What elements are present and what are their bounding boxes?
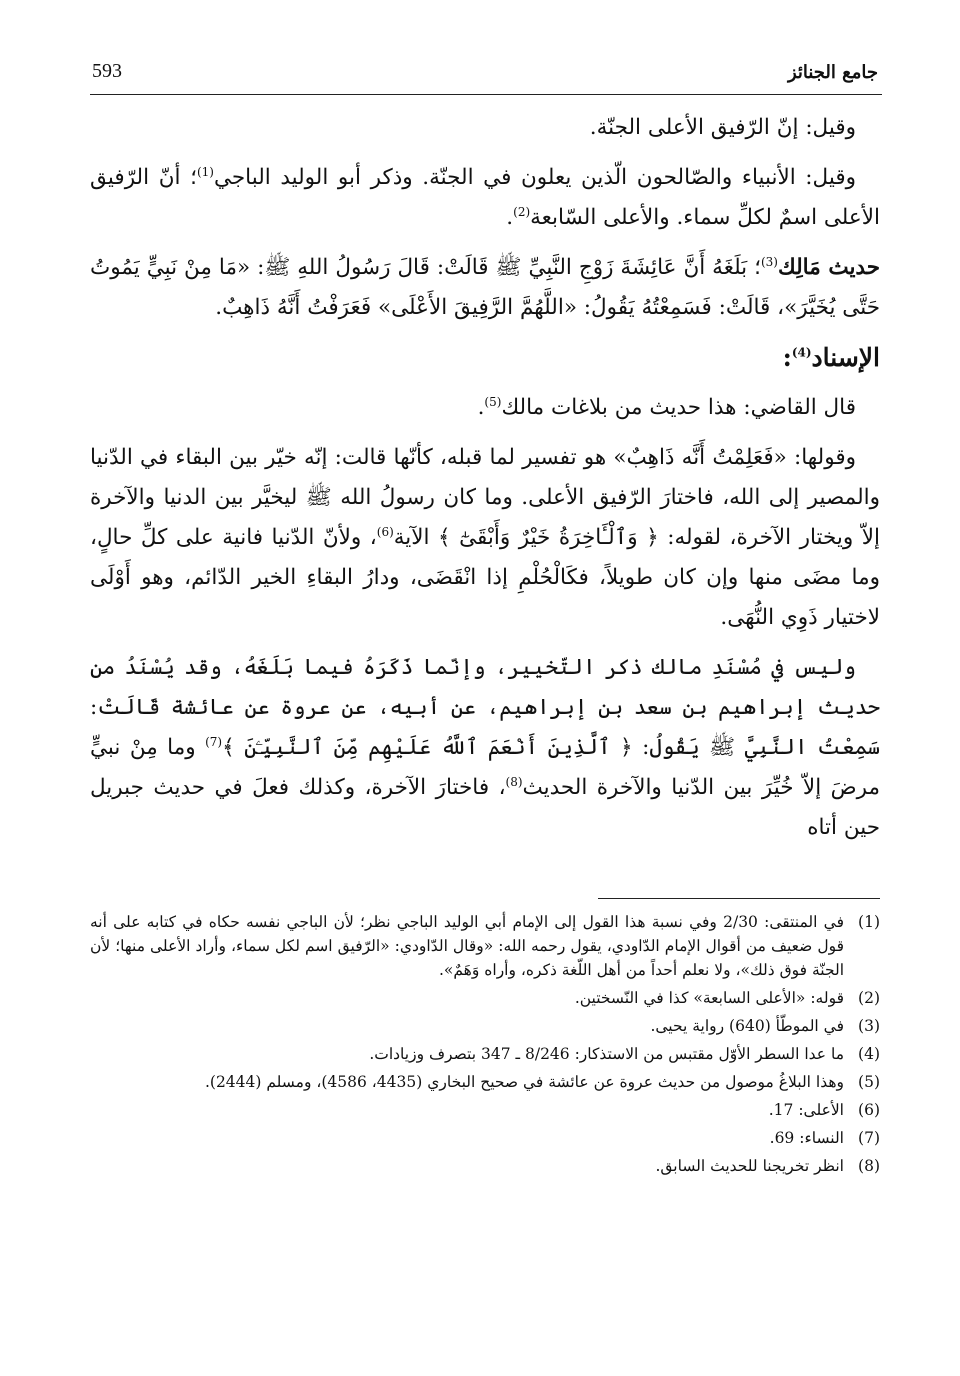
footnote [90,910,880,982]
footnote-ref: (1) [196,164,214,179]
footnote-rule [598,898,880,899]
footnote-number: (8) [858,1157,880,1175]
hadith-text: ؛ بَلَغَهُ أَنَّ عَائِشَةَ زَوْجِ النَّبِيِّ ﷺ قَالَتْ: قَالَ رَسُولُ اللهِ ﷺ: «مَا مِنْ نَبِيٍّ يَمُوتُ حَتَّى يُخَيَّرَ»، قَالَتْ: فَسَمِعْتُهُ يَقُولُ: «اللَّهُمَّ الرَّفِيقَ الأَعْلَى» فَعَرَفْتُ أَنَّهُ ذَاهِبٌ. [90,255,880,320]
footnote-number: (1) [858,913,880,931]
paragraph-text: وقيل: الأنبياء والصّالحون الّذين يعلون في الجنّة. وذكر أبو الوليد الباجي [213,165,856,190]
running-title: جامع الجنائز [787,62,878,83]
footnote-number: (5) [858,1073,880,1091]
footnote-ref: (7) [205,734,223,749]
footnote-number: (2) [858,989,880,1007]
main-text [90,108,880,858]
footnote-text: انظر تخريجنا للحديث السابق. [655,1157,844,1175]
footnote [90,986,880,1010]
heading-colon: : [782,343,792,372]
footnote-ref: (5) [484,394,502,409]
footnote-text: الأعلى: 17. [768,1101,844,1119]
footnote-text: النساء: 69. [769,1129,844,1147]
footnote-number: (3) [858,1017,880,1035]
paragraph-text: وليس في مُسْنَدِ مالك ذكر التّخيير، وإنّما ذَكَرَهُ فيما بَلَغَهُ، وقد يُسْنَدُ من حديث إبراهيم بن سعد بن إبراهيم، عن أبيه، عن عروة عن عائشة قَالَتْ: سَمِعْتُ النَّبِيَّ ﷺ يَقُولُ: ﴿ ٱلَّذِينَ أَنْعَمَ ٱللَّهُ عَلَيْهِم مِّنَ ٱلنَّبِيِّـۧنَ ﴾ [90,655,880,760]
footnote [90,1014,880,1038]
footnote [90,1070,880,1094]
page-number: 593 [92,60,122,82]
footnote-ref: (8) [505,774,523,789]
paragraph-rafiq-jannah: وقيل: إنّ الرّفيق الأعلى الجنّة. [589,115,856,140]
footnotes [90,910,880,1182]
footnote-ref: (3) [760,254,778,269]
footnote-number: (7) [858,1129,880,1147]
hadith-lead: حديث مَالِك [777,255,880,280]
footnote-ref: (6) [376,524,394,539]
footnote-ref: (4) [791,345,812,360]
paragraph-text: ؛ أنّ الرّفيق الأعلى اسمٌ لكلِّ سماء. والأعلى السّابعة [90,165,880,230]
header-rule [90,94,882,95]
paragraph-text: وما مِنْ نبيٍّ مرضَ إلاّ خُيِّرَ بين الدّنيا والآخرة الحديث [90,735,880,800]
footnote [90,1098,880,1122]
paragraph-laysa [90,648,880,848]
footnote [90,1042,880,1066]
footnote [90,1154,880,1178]
heading-text: الإسناد [811,343,880,372]
paragraph-qawluha [90,438,880,638]
paragraph-qadi [90,388,880,428]
isnad-heading [90,338,880,378]
hadith-paragraph [90,248,880,328]
paragraph-anbiya [90,158,880,238]
footnote-ref: (2) [513,204,531,219]
footnote [90,1126,880,1150]
footnote-text: وهذا البلاغُ موصول من حديث عروة عن عائشة في صحيح البخاري (4435، 4586)، ومسلم (2444). [204,1073,844,1091]
footnote-number: (4) [858,1045,880,1063]
paragraph-text: وقولها: «فَعَلِمْتُ أَنَّه ذَاهِبٌ» هو تفسير لما قبله، كأنّها قالت: إنّه خيّر بين البقاء في الدّنيا والمصير إلى الله، فاختارَ الرّفيق الأعلى. وما كان رسولُ الله ﷺ ليخيَّر بين الدنيا والآخرة إلاّ ويختار الآخرة، لقوله: ﴿ وَٱلْـَٔاخِرَةُ خَيْرٌ وَأَبْقَىٰٓ ﴾ الآية [90,445,881,550]
paragraph-text: قال القاضي: هذا حديث من بلاغات مالك [501,395,856,420]
footnote-text: في الموطّأ (640) رواية يحيى. [650,1017,844,1035]
footnote-text: في المنتقى: 2/30 وفي نسبة هذا القول إلى الإمام أبي الوليد الباجي نظر؛ لأن الباجي نفسه حكاه في كتابه على أنه قول ضعيف من أقوال الإمام الدّاودي، يقول رحمه الله: «وقال الدّاودي: «الرّفيق اسم لكل سماء، وأراد الأعلى منها؛ لأن الجنّة فوق ذلك»، ولا نعلم أحداً من أهل اللّغة ذكره، وأراه وَهَمٌ». [90,913,844,979]
footnote-number: (6) [858,1101,880,1119]
footnote-text: ما عدا السطر الأوّل مقتبس من الاستذكار: 8/246 ـ 347 بتصرف وزيادات. [369,1045,844,1063]
paragraph-text: . [506,205,514,230]
footnote-text: قوله: «الأعلى السابعة» كذا في النّسختين. [574,989,844,1007]
paragraph-text: ، فاختارَ الآخرة، وكذلك فعلَ في حديث جبريل حين أتاه [90,775,880,840]
paragraph-text: ، ولأنّ الدّنيا فانية على كلِّ حالٍ، وما مضَى منها وإن كان طويلاً، فكَالْحُلْمِ إذا انْقَضَى، ودارُ البقاءِ الخير الدّائم، وهو أَوْلَى لاختيار ذَوِي النُّهَى. [90,525,880,630]
paragraph-text: . [477,395,485,420]
